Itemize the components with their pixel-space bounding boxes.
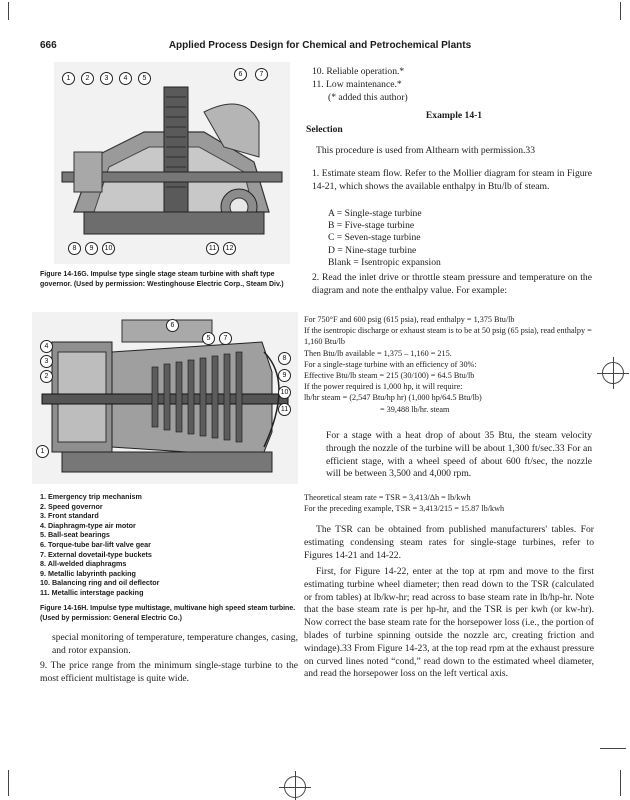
legend-item: 6. Torque-tube bar-lift valve gear xyxy=(40,539,151,549)
running-header xyxy=(40,40,600,54)
registration-mark xyxy=(284,776,306,798)
crop-mark xyxy=(620,2,621,20)
legend-item: 7. External dovetail-type buckets xyxy=(40,549,152,559)
list-item-10: 10. Reliable operation.* xyxy=(312,66,405,77)
calc-line: If the power required is 1,000 hp, it will require: xyxy=(304,382,463,392)
calc-line: For a single-stage turbine with an efficiency of 30%: xyxy=(304,359,477,369)
crop-mark xyxy=(8,2,9,20)
calc-line: = 39,488 lb/hr. steam xyxy=(380,404,450,414)
callout-group xyxy=(278,352,291,416)
turbine-type: A = Single-stage turbine xyxy=(328,208,422,219)
legend-item: 4. Diaphragm-type air motor xyxy=(40,520,136,530)
figure-callout: 6 xyxy=(166,319,179,332)
callout-group xyxy=(166,314,179,332)
figure-callout: 8 xyxy=(68,242,81,255)
registration-mark xyxy=(602,362,624,384)
figure-callout: 10 xyxy=(102,242,115,255)
legend-item: 3. Front standard xyxy=(40,511,99,521)
tsr-formula xyxy=(304,492,594,514)
figure-14-16h-legend xyxy=(40,492,300,598)
figure-14-16h-caption: Figure 14-16H. Impulse type multistage, multivane high speed steam turbine. (Used by permission: General Electric Co.) xyxy=(40,605,296,622)
legend-item: 10. Balancing ring and oil deflector xyxy=(40,578,160,588)
example-title: Example 14-1 xyxy=(425,110,483,121)
crop-mark xyxy=(620,770,621,796)
calc-line: lb/hr steam = (2,547 Btu/hp hr) (1,000 hp/64.5 Btu/lb) xyxy=(304,393,482,403)
figure-14-16g-illustration xyxy=(54,62,290,264)
calc-line: Then Btu/lb available = 1,375 – 1,160 = 215. xyxy=(304,348,452,358)
figure-callout: 4 xyxy=(119,72,132,85)
intro-paragraph: This procedure is used from Althearn with permission.33 xyxy=(316,145,536,156)
turbine-type: B = Five-stage turbine xyxy=(328,220,415,232)
legend-item: 2. Speed governor xyxy=(40,501,103,511)
crop-mark xyxy=(600,748,626,749)
legend-item: 11. Metallic interstage packing xyxy=(40,587,144,597)
figure-callout: 9 xyxy=(278,369,291,382)
running-title: Applied Process Design for Chemical and Petrochemical Plants xyxy=(168,40,472,51)
figure-callout: 12 xyxy=(223,242,236,255)
figure-callout: 11 xyxy=(278,403,291,416)
calc-line: For 750°F and 600 psig (615 psia), read enthalpy = 1,375 Btu/lb xyxy=(304,315,515,324)
figure-callout: 2 xyxy=(40,370,53,383)
multistage-turbine-cutaway xyxy=(32,312,298,484)
legend-item: 8. All-welded diaphragms xyxy=(40,559,127,569)
figure-14-16h-illustration xyxy=(32,312,298,484)
heat-drop-paragraph: For a stage with a heat drop of about 35 Btu, the steam velocity through the nozzle of the turbine will be about 1,300 ft/sec.33 For an efficient stage, with a wheel speed of about 600 ft/sec, the nozzle will be between 3,500 and 4,000 rpm. xyxy=(326,430,592,480)
figure-callout: 10 xyxy=(278,386,291,399)
turbine-type: Blank = Isentropic expansion xyxy=(328,256,441,268)
figure-14-16g-caption: Figure 14-16G. Impulse type single stage steam turbine with shaft type governor. (Used by permission: Westinghouse Electric Corp., Steam Div.) xyxy=(40,271,284,288)
body-paragraph: special monitoring of temperature, temperature changes, casing, and rotor expansion. xyxy=(52,632,298,656)
figure-callout: 7 xyxy=(255,68,268,81)
list-item-11: 11. Low maintenance.* xyxy=(312,79,402,90)
section-heading: Selection xyxy=(306,124,343,135)
tsr-line: For the preceding example, TSR = 3,413/215 = 15.87 lb/kwh xyxy=(304,504,505,514)
figure-callout: 5 xyxy=(202,332,215,345)
figure-callout: 6 xyxy=(234,68,247,81)
step-1: 1. Estimate steam flow. Refer to the Mollier diagram for steam in Figure 14-21, which shows the available enthalpy in Btu/lb of steam. xyxy=(312,168,592,192)
callout-group xyxy=(202,332,232,345)
figure-callout: 11 xyxy=(206,242,219,255)
single-stage-turbine-cutaway xyxy=(54,62,290,264)
calc-line: Effective Btu/lb steam = 215 (30/100) = 64.5 Btu/lb xyxy=(304,371,475,381)
figure-callout: 7 xyxy=(219,332,232,345)
tsr-line: Theoretical steam rate = TSR = 3,413/Δh = lb/kwh xyxy=(304,493,471,502)
figure-callout: 8 xyxy=(278,352,291,365)
figure-callout: 5 xyxy=(138,72,151,85)
page-number: 666 xyxy=(40,40,57,51)
figure-callout: 1 xyxy=(36,445,49,458)
turbine-type: C = Seven-stage turbine xyxy=(328,232,421,244)
crop-mark xyxy=(8,770,9,796)
figure-callout: 9 xyxy=(85,242,98,255)
figure-callout: 3 xyxy=(40,355,53,368)
figure-callout: 2 xyxy=(81,72,94,85)
callout-group xyxy=(36,440,49,458)
legend-item: 5. Ball-seat bearings xyxy=(40,530,110,540)
legend-item: 1. Emergency trip mechanism xyxy=(40,492,142,501)
callout-group xyxy=(40,340,53,383)
tsr-paragraph: The TSR can be obtained from published manufacturers' tables. For estimating condensing steam rates for single-stage turbines, refer to Figures 14-21 and 14-22. xyxy=(304,524,594,561)
list-item-9: 9. The price range from the minimum single-stage turbine to the most efficient multistage is quite wide. xyxy=(40,660,298,684)
figure-callout: 1 xyxy=(62,72,75,85)
procedure-paragraph: First, for Figure 14-22, enter at the top at rpm and move to the first estimating turbine wheel diameter; then read down to the TSR (calculated or from tables) at lb/kw-hr; read across to base steam rate in lb/hp-hr. Note that the base steam rate is per hp-hr, and the TSR is per kwh (or kw-hr). Now correct the base steam rate for the horsepower loss (i.e., the portion of blades of turbine spinning outside the nozzle arc, creating friction and windage).33 From Figure 14-23, at the top read rpm at the exhaust pressure on curved lines noted “cond,” read down to the estimated wheel diameter, and read the horsepower loss on the left vertical axis. xyxy=(304,566,594,680)
figure-callout: 4 xyxy=(40,340,53,353)
turbine-type-list xyxy=(328,208,588,269)
footnote: (* added this author) xyxy=(328,92,408,103)
turbine-type: D = Nine-stage turbine xyxy=(328,244,417,256)
figure-callout: 3 xyxy=(100,72,113,85)
calculation-block xyxy=(304,314,594,415)
calc-line: If the isentropic discharge or exhaust steam is to be at 50 psig (65 psia), read enthalpy = 1,160 Btu/lb xyxy=(304,326,592,347)
step-2: 2. Read the inlet drive or throttle steam pressure and temperature on the diagram and note the enthalpy value. For example: xyxy=(312,272,592,296)
legend-item: 9. Metallic labyrinth packing xyxy=(40,568,136,578)
